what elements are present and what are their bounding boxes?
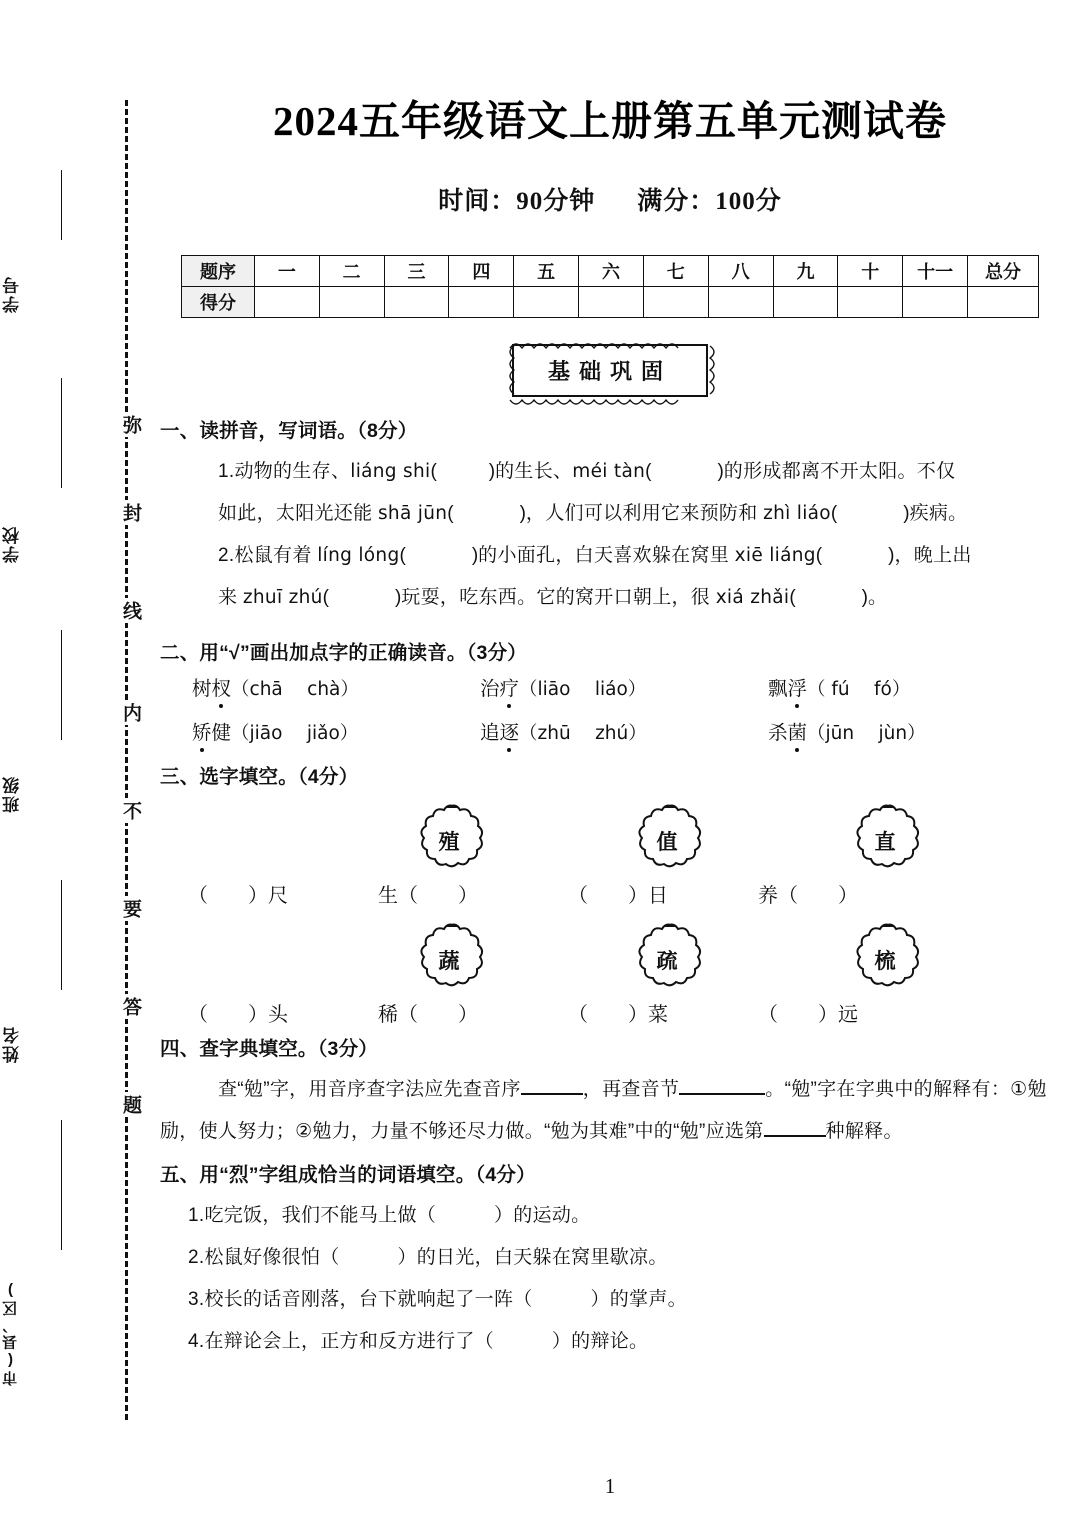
question-1-heading (160, 415, 1060, 443)
cloud-row-1 (410, 799, 1060, 883)
score-cell-1[interactable] (254, 287, 319, 318)
pinyin-hint: shā jūn (377, 503, 448, 524)
cloud-shape (410, 921, 488, 999)
choose-word-blank[interactable]: （ ）日 (568, 885, 668, 907)
pinyin-options[interactable]: （jiāo jiǎo） (231, 723, 359, 744)
exam-meta (160, 181, 1060, 217)
choose-word-group-2 (160, 918, 1060, 1027)
cloud-char: 直 (874, 830, 896, 854)
answer-blank[interactable]: ( ) (447, 503, 526, 524)
dictionary-text-d: 的解释有：①勉励，使人努力；②勉力，力量不够还尽力做。“勉为其难”中的“勉”应选第 (160, 1079, 1047, 1142)
word-prefix: 杀 (768, 722, 788, 744)
exam-page (160, 0, 1060, 1527)
choose-word-blank[interactable]: 生（ ） (378, 885, 478, 907)
seal-char-8: 题 (108, 1092, 144, 1117)
score-cell-total[interactable] (968, 287, 1039, 318)
score-table-value-row (182, 287, 1039, 318)
item-text: 的生长、 (495, 461, 573, 482)
score-col-4: 四 (449, 256, 514, 287)
word-prefix: 树 (192, 678, 212, 700)
cloud-shape (846, 802, 924, 880)
answer-blank[interactable]: ( ) (830, 503, 910, 524)
question-section-1 (160, 415, 1060, 619)
question-4-body (160, 1069, 1060, 1153)
dotted-character: 逐 (500, 717, 520, 745)
rail-label-name: 姓名 (3, 1025, 22, 1063)
item-text: 来 (218, 587, 243, 608)
score-col-7: 七 (643, 256, 708, 287)
score-col-total: 总分 (968, 256, 1039, 287)
rail-divider (61, 630, 62, 740)
item-text: 的小面孔，白天喜欢躲在窝里 (478, 545, 735, 566)
rail-label-student-id: 学号 (3, 275, 22, 313)
item-text: ，人们可以利用它来预防和 (525, 503, 764, 524)
question-2-title: 二、用“√”画出加点字的正确读音。 (160, 642, 467, 664)
rail-divider (61, 880, 62, 990)
pinyin-hint: xiē liáng (734, 545, 816, 566)
dotted-character: 浮 (788, 673, 808, 701)
score-col-5: 五 (514, 256, 579, 287)
question-5-title: 五、用“烈”字组成恰当的词语填空。 (160, 1164, 476, 1186)
question-3-points: （4分） (297, 766, 359, 788)
choose-word-blank[interactable]: （ ）头 (188, 1004, 288, 1026)
question-1-item-2-line-2 (218, 577, 1060, 619)
question-3-heading (160, 761, 1060, 789)
word-prefix: 治 (480, 678, 500, 700)
score-cell-9[interactable] (773, 287, 838, 318)
item-text: 松鼠有着 (234, 545, 318, 566)
question-section-2 (160, 637, 1060, 745)
rail-label-class: 班级 (3, 775, 22, 813)
choose-word-blank[interactable]: （ ）菜 (568, 1004, 668, 1026)
dictionary-text-c: 。“勉”字在字典中 (765, 1079, 914, 1100)
cloud-char: 值 (656, 830, 678, 854)
rail-divider (61, 378, 62, 488)
question-4-title: 四、查字典填空。 (160, 1038, 318, 1060)
cloud-shape (410, 802, 488, 880)
item-text: ，晚上出 (894, 545, 972, 566)
score-col-1: 一 (254, 256, 319, 287)
pinyin-hint: méi tàn (572, 461, 646, 482)
rail-label-school: 学校 (3, 525, 22, 563)
page-number: 1 (604, 1474, 616, 1498)
item-text: 玩耍，吃东西。它的窝开口朝上，很 (401, 587, 716, 608)
seal-char-6: 要 (108, 896, 144, 921)
dictionary-text-b: ，再查音节 (582, 1079, 680, 1100)
question-5-heading (160, 1159, 1060, 1187)
score-cell-5[interactable] (514, 287, 579, 318)
pronunciation-item[interactable] (768, 717, 1056, 745)
left-margin-rail (0, 0, 150, 1527)
dictionary-text-a: 查“勉”字，用音序查字法应先查音序 (218, 1079, 521, 1100)
score-col-3: 三 (384, 256, 449, 287)
choose-word-blank[interactable]: 稀（ ） (378, 1004, 478, 1026)
score-col-10: 十 (838, 256, 903, 287)
score-cell-8[interactable] (708, 287, 773, 318)
dictionary-blank-2[interactable] (679, 1093, 765, 1095)
pronunciation-item[interactable] (480, 673, 768, 701)
item-text: 疾病。 (909, 503, 968, 524)
answer-blank[interactable]: ( ) (322, 587, 402, 608)
pinyin-hint: zhì liáo (763, 503, 831, 524)
dictionary-blank-1[interactable] (521, 1093, 583, 1095)
pronunciation-row (192, 717, 1060, 745)
question-4-heading (160, 1033, 1060, 1061)
score-table-row-label-2: 得分 (182, 287, 255, 318)
choose-word-blanks-row-2 (188, 998, 1060, 1027)
section-banner-label: 基础巩固 (547, 359, 672, 384)
item-number: 2. (218, 545, 235, 566)
item-text: 动物的生存、 (234, 461, 351, 482)
seal-char-4: 内 (108, 700, 144, 725)
seal-char-1: 弥 (108, 412, 144, 437)
total-score-label: 满分：100分 (637, 188, 782, 215)
dictionary-blank-3[interactable] (764, 1135, 826, 1137)
cloud-char: 疏 (656, 949, 678, 973)
seal-dashed-line (125, 100, 128, 1420)
dotted-character: 疗 (500, 673, 520, 701)
seal-char-3: 线 (108, 598, 144, 623)
question-1-points: （8分） (357, 420, 418, 442)
answer-blank[interactable]: ( ) (789, 587, 868, 608)
word-prefix: 飘 (768, 678, 788, 700)
pronunciation-item[interactable] (192, 717, 480, 745)
question-5-points: （4分） (475, 1164, 536, 1186)
pronunciation-item[interactable] (192, 673, 480, 701)
pronunciation-row (192, 673, 1060, 701)
item-text: 如此，太阳光还能 (218, 503, 378, 524)
question-section-4 (160, 1033, 1060, 1153)
rail-label-city-county: 市(县、区) (2, 1280, 19, 1386)
pinyin-options[interactable]: （chā chà） (231, 679, 359, 700)
time-label: 时间：90分钟 (438, 188, 596, 215)
pinyin-hint: xiá zhǎi (715, 587, 790, 608)
question-1-item-1-line-1 (218, 451, 1060, 493)
item-text: 的形成都离不开太阳。不仅 (723, 461, 956, 482)
pinyin-options[interactable]: （zhū zhú） (519, 723, 647, 744)
cloud-char: 蔬 (438, 949, 460, 973)
score-cell-6[interactable] (579, 287, 644, 318)
seal-char-5: 不 (108, 798, 144, 823)
question-section-5 (160, 1159, 1060, 1363)
question-1-item-2-line-1 (218, 535, 1060, 577)
pronunciation-item[interactable] (480, 717, 768, 745)
pronunciation-item[interactable] (768, 673, 1056, 701)
question-3-title: 三、选字填空。 (160, 766, 298, 788)
question-5-item-3[interactable]: 3.校长的话音刚落，台下就响起了一阵（ ）的掌声。 (188, 1289, 687, 1310)
choose-word-blanks-row-1 (188, 879, 1060, 908)
section-banner (512, 344, 708, 397)
cloud-shape (628, 802, 706, 880)
word-prefix: 追 (480, 722, 500, 744)
choose-word-blank[interactable]: 养（ ） (758, 885, 858, 907)
question-5-item-2[interactable]: 2.松鼠好像很怕（ ）的日光，白天躲在窝里歇凉。 (188, 1247, 668, 1268)
pinyin-hint: liáng shi (350, 461, 431, 482)
score-cell-11[interactable] (903, 287, 968, 318)
rail-divider (61, 170, 62, 240)
choose-word-blank[interactable]: （ ）尺 (188, 885, 288, 907)
score-table (181, 255, 1039, 318)
dotted-character: 菌 (788, 717, 808, 745)
question-section-3 (160, 761, 1060, 1027)
choose-word-group-1 (160, 799, 1060, 908)
seal-char-7: 答 (108, 994, 144, 1019)
pinyin-hint: zhuī zhú (242, 587, 323, 608)
dotted-character: 矫 (192, 717, 212, 745)
question-2-heading (160, 637, 1060, 665)
pronunciation-grid (192, 673, 1060, 745)
answer-blank[interactable]: ( ) (430, 461, 496, 482)
choose-word-blank[interactable]: （ ）远 (758, 1004, 858, 1026)
word-suffix: 健 (211, 722, 232, 744)
score-col-2: 二 (319, 256, 384, 287)
pinyin-hint: líng lóng (317, 545, 400, 566)
score-col-8: 八 (708, 256, 773, 287)
question-5-item-4[interactable]: 4.在辩论会上，正方和反方进行了（ ）的辩论。 (188, 1331, 649, 1352)
cloud-char: 殖 (438, 830, 460, 854)
score-table-row-label: 题序 (182, 256, 255, 287)
answer-blank[interactable]: ( ) (399, 545, 479, 566)
score-cell-3[interactable] (384, 287, 449, 318)
score-table-header-row (182, 256, 1039, 287)
page-title: 2024五年级语文上册第五单元测试卷 (273, 98, 947, 144)
score-cell-7[interactable] (643, 287, 708, 318)
item-number: 1. (218, 461, 235, 482)
score-col-6: 六 (579, 256, 644, 287)
section-banner-wrap (160, 344, 1060, 397)
dotted-character: 杈 (212, 673, 232, 701)
question-1-title: 一、读拼音，写词语。 (160, 420, 358, 442)
cloud-char: 梳 (874, 949, 896, 973)
question-2-points: （3分） (466, 642, 528, 664)
dictionary-text-e: 种解释。 (825, 1121, 903, 1142)
pinyin-options[interactable]: （liāo liáo） (519, 679, 647, 700)
score-cell-10[interactable] (838, 287, 903, 318)
answer-blank[interactable]: ( ) (815, 545, 895, 566)
rail-divider (61, 1120, 62, 1250)
score-cell-2[interactable] (319, 287, 384, 318)
answer-blank[interactable]: ( ) (645, 461, 724, 482)
question-5-item-1[interactable]: 1.吃完饭，我们不能马上做（ ）的运动。 (188, 1205, 591, 1226)
pinyin-options[interactable]: （jūn jùn） (807, 723, 926, 744)
cloud-shape (846, 921, 924, 999)
score-col-9: 九 (773, 256, 838, 287)
seal-char-2: 封 (108, 500, 144, 525)
cloud-row-2 (410, 918, 1060, 1002)
score-cell-4[interactable] (449, 287, 514, 318)
pinyin-options[interactable]: （ fú fó） (807, 679, 911, 700)
cloud-shape (628, 921, 706, 999)
score-col-11: 十一 (903, 256, 968, 287)
question-4-points: （3分） (317, 1038, 379, 1060)
question-1-item-1-line-2 (218, 493, 1060, 535)
item-text: 。 (867, 587, 888, 608)
